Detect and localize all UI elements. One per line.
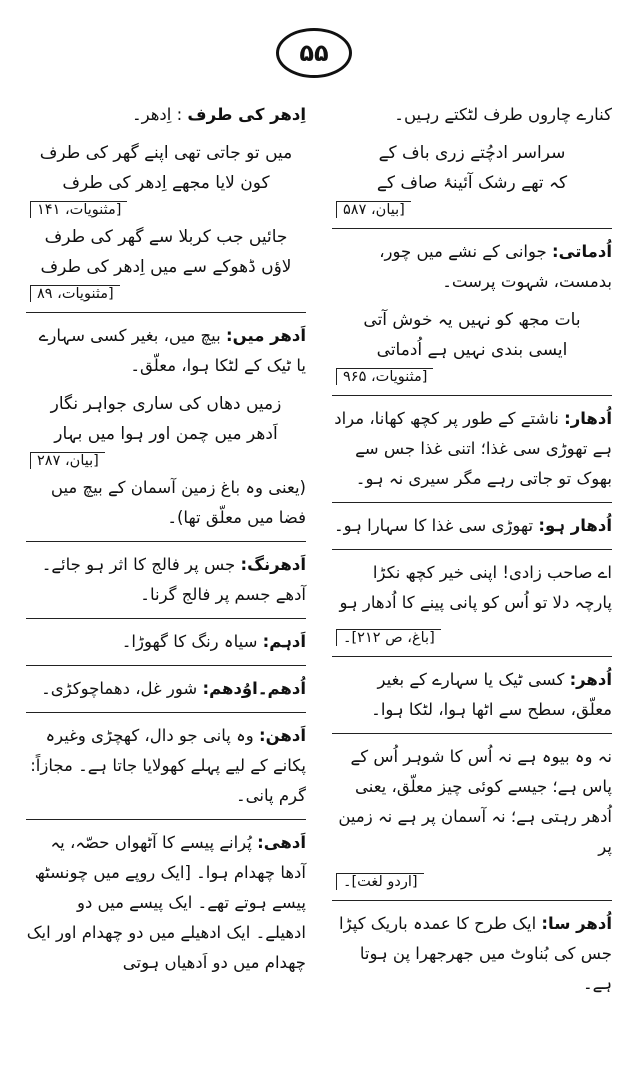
left-column [26, 100, 306, 986]
definition: کسی ٹیک یا سہارے کے بغیر معلّق، سطح سے اٹھا ہوا، لٹکا ہوا۔ [371, 670, 612, 719]
headword: اُدھر سا: [541, 914, 612, 933]
citation-text: [مثنویات، ۹۶۵ [336, 368, 433, 385]
verse-couplet [332, 305, 612, 365]
dictionary-entry [26, 627, 306, 657]
dictionary-entry [26, 828, 306, 978]
definition: سیاہ رنگ کا گھوڑا۔ [121, 632, 258, 651]
definition: جوانی کے نشے میں چور، بدمست، شہوت پرست۔ [379, 242, 612, 291]
verse-couplet [26, 222, 306, 282]
headword: اُدھر: [569, 670, 612, 689]
verse-couplet [26, 389, 306, 449]
page-number: ۵۵ [276, 28, 352, 78]
entry-divider [26, 819, 306, 820]
definition: پُرانے پیسے کا آٹھواں حصّہ، یہ آدھا چھدام ہوا۔ [ایک روپے میں چونسٹھ پیسے ہوتے تھے۔ ایک پیسے میں دو ادھیلے۔ ایک ادھیلے میں دو چھدام اور ایک چھدام میں دو اَدھیاں ہوتی [26, 833, 306, 972]
dictionary-entry [26, 321, 306, 381]
text-paragraph: اے صاحب زادی! اپنی خیر کچھ نکڑا پارچہ دلا تو اُس کو پانی پینے کا اُدھار ہو [339, 563, 612, 612]
entry-divider [332, 656, 612, 657]
entry-divider [332, 900, 612, 901]
headword: اَدہم: [262, 632, 306, 651]
headword: اُدھار: [564, 409, 612, 428]
verse-line: لاؤں ڈھوکے سے میں اِدھر کی طرف [40, 257, 292, 277]
citation [332, 626, 612, 650]
definition: شور غل، دھماچوکڑی۔ [41, 679, 198, 698]
headword: اُدھم۔اوُدھم: [202, 679, 306, 698]
headword: اُدھار ہو: [538, 516, 612, 535]
verse-line: کون لایا مجھے اِدھر کی طرف [62, 173, 270, 193]
verse-line: ایسی بندی نہیں ہے اُدماتی [376, 340, 568, 360]
entry-divider [332, 395, 612, 396]
right-column [332, 100, 612, 1007]
citation-text: [اردو لغت]۔ [336, 873, 424, 890]
definition: جس پر فالج کا اثر ہو جائے۔ آدھے جسم پر فالج گرنا۔ [41, 555, 306, 604]
headword: اَدھن: [258, 726, 306, 745]
headword: اَدھر میں: [226, 326, 306, 345]
definition: ایک طرح کا عمدہ باریک کپڑا جس کی بُناوٹ میں جھرجھرا پن ہوتا ہے۔ [339, 914, 612, 993]
citation-text: [بیان، ۵۸۷ [336, 201, 411, 218]
headword: اَدھی: [257, 833, 306, 852]
citation [26, 198, 306, 222]
citation-text: [مثنویات، ۱۴۱ [30, 201, 127, 218]
definition: ناشتے کے طور پر کچھ کھانا، مراد ہے تھوڑی سی غذا؛ اتنی غذا جس سے بھوک تو جاتی رہے مگر سیری نہ ہو۔ [334, 409, 612, 488]
citation-text: [مثنویات، ۸۹ [30, 285, 120, 302]
entry-divider [332, 733, 612, 734]
dictionary-entry [332, 237, 612, 297]
headword: اِدھر کی طرف [187, 105, 306, 124]
verse-line: زمیں دھاں کی ساری جواہر نگار [50, 394, 282, 414]
definition: : اِدھر۔ [131, 105, 183, 124]
entry-divider [332, 228, 612, 229]
dictionary-entry [26, 550, 306, 610]
dictionary-entry [332, 665, 612, 725]
text-paragraph: نہ وہ بیوہ ہے نہ اُس کا شوہر اُس کے پاس ہے؛ جیسے کوئی چیز معلّق، یعنی اُدھر رہتی ہے؛ نہ آسمان پر ہے نہ زمین پر [338, 747, 612, 856]
citation [26, 282, 306, 306]
entry-divider [26, 312, 306, 313]
verse-line: بات مجھ کو نہیں یہ خوش آتی [363, 310, 581, 330]
citation [332, 198, 612, 222]
dictionary-entry [332, 404, 612, 494]
citation [332, 870, 612, 894]
verse-couplet [332, 138, 612, 198]
headword: اُدماتی: [551, 242, 612, 261]
verse-couplet [26, 138, 306, 198]
entry-divider [26, 665, 306, 666]
dictionary-entry [26, 721, 306, 811]
dictionary-entry [332, 909, 612, 999]
entry-divider [332, 502, 612, 503]
headword: اَدھرنگ: [240, 555, 306, 574]
definition: تھوڑی سی غذا کا سہارا ہو۔ [334, 516, 534, 535]
verse-line: اَدھر میں چمن اور ہوا میں بہار [54, 424, 278, 444]
entry-divider [26, 618, 306, 619]
citation [332, 365, 612, 389]
verse-line: جائیں جب کربلا سے گھر کی طرف [44, 227, 288, 247]
text-paragraph: کنارے چاروں طرف لٹکتے رہیں۔ [394, 105, 612, 124]
entry-divider [26, 541, 306, 542]
verse-line: سراسر ادچُتے زری باف کے [378, 143, 566, 163]
citation-text: [بیان، ۲۸۷ [30, 452, 105, 469]
definition: وہ پانی جو دال، کھچڑی وغیرہ پکانے کے لیے پہلے کھولایا جاتا ہے۔ مجازاً: گرم پانی۔ [30, 726, 306, 805]
text-paragraph: (یعنی وہ باغ زمین آسمان کے بیچ میں فضا میں معلّق تھا)۔ [50, 478, 306, 527]
entry-divider [26, 712, 306, 713]
verse-line: میں تو جاتی تھی اپنے گھر کی طرف [39, 143, 293, 163]
dictionary-entry [26, 674, 306, 704]
dictionary-entry [26, 100, 306, 130]
citation [26, 449, 306, 473]
entry-divider [332, 549, 612, 550]
definition: بیچ میں، بغیر کسی سہارے یا ٹیک کے لٹکا ہوا، معلّق۔ [38, 326, 306, 375]
citation-text: [باغ، ص ۲۱۲]۔ [336, 629, 441, 646]
dictionary-entry [332, 511, 612, 541]
verse-line: کہ تھے رشک آئینۂ صاف کے [376, 173, 568, 193]
